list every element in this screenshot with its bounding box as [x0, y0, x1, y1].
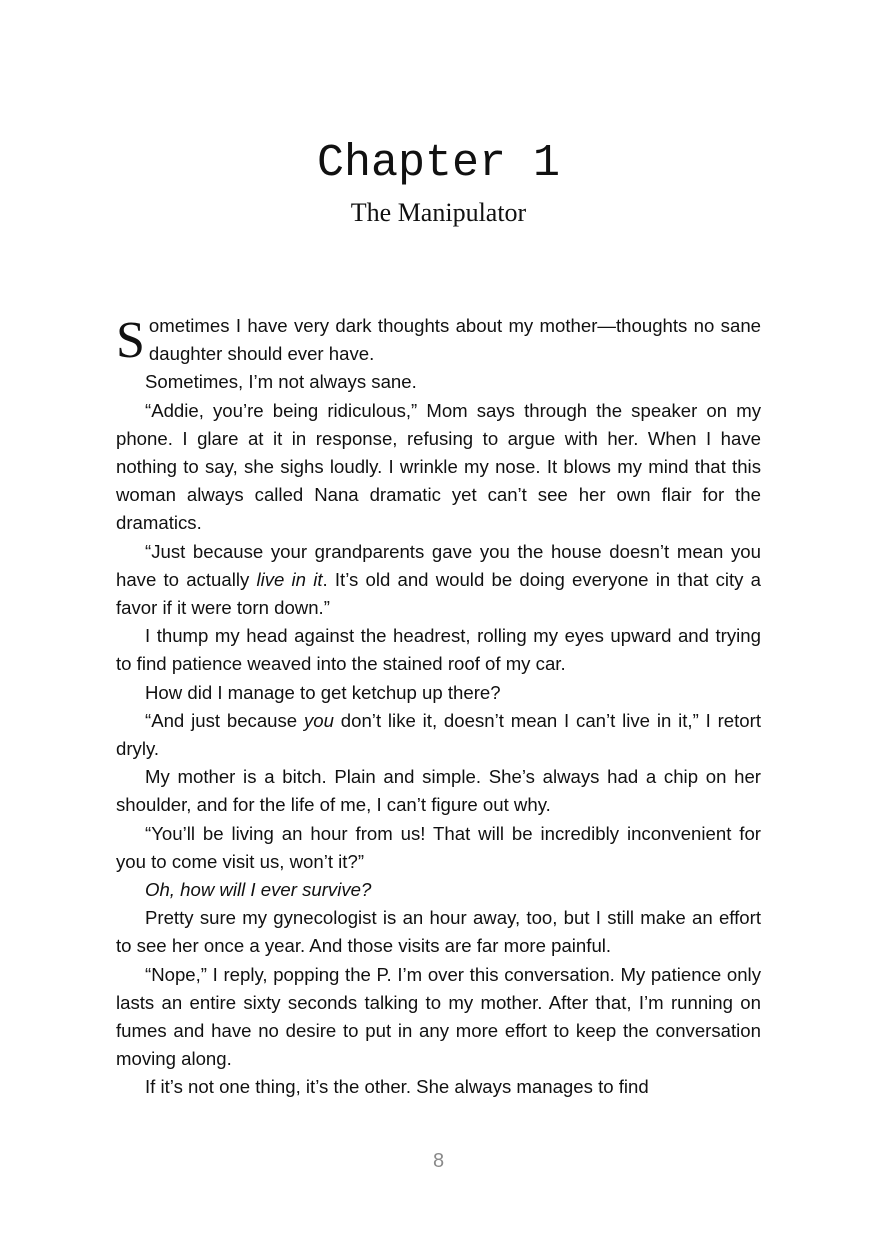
paragraph-2: Sometimes, I’m not always sane. — [145, 371, 417, 393]
drop-cap: S — [116, 312, 145, 369]
paragraph-6: How did I manage to get ketchup up there? — [145, 681, 501, 703]
paragraph-13: If it’s not one thing, it’s the other. She always manages to find — [145, 1076, 649, 1098]
paragraph-7 — [116, 707, 761, 763]
paragraph-8: My mother is a bitch. Plain and simple. She’s always had a chip on her shoulder, and for the life of me, I can’t figure out why. — [116, 766, 761, 816]
paragraph-5: I thump my head against the headrest, rolling my eyes upward and trying to find patience weaved into the stained roof of my car. — [116, 625, 761, 675]
paragraph-4-text-a: “Just because your grandparents gave you the house doesn’t mean you have to actually — [116, 540, 761, 590]
paragraph-1-text: ometimes I have very dark thoughts about my mother—thoughts no sane daughter should ever have. — [148, 315, 761, 365]
paragraph-3: “Addie, you’re being ridiculous,” Mom says through the speaker on my phone. I glare at it in response, refusing to argue with her. When I have nothing to say, she sighs loudly. I wrinkle my nose. It blows my mind that this woman always called Nana dramatic yet can’t see her own flair for the dramatics. — [116, 399, 761, 534]
paragraph-7-text-c: don’t like it, doesn’t mean I can’t live in it,” I retort dryly. — [116, 709, 761, 760]
paragraph-1 — [116, 312, 761, 368]
paragraph-7-emphasis: you — [303, 709, 334, 731]
chapter-body — [116, 312, 761, 1102]
paragraph-10: Oh, how will I ever survive? — [145, 879, 372, 901]
paragraph-7-text-a: “And just because — [145, 709, 304, 731]
paragraph-4-text-c: . It’s old and would be doing everyone in that city a favor if it were torn down.” — [116, 568, 762, 619]
paragraph-9: “You’ll be living an hour from us! That will be incredibly inconvenient for you to come visit us, won’t it?” — [116, 822, 761, 872]
page-number: 8 — [432, 1150, 445, 1172]
paragraph-4-emphasis: live in it — [256, 568, 323, 590]
paragraph-11: Pretty sure my gynecologist is an hour away, too, but I still make an effort to see her once a year. And those visits are far more painful. — [116, 907, 761, 957]
chapter-subtitle: The Manipulator — [350, 198, 527, 227]
paragraph-4 — [116, 538, 761, 623]
paragraph-12: “Nope,” I reply, popping the P. I’m over this conversation. My patience only lasts an entire sixty seconds talking to my mother. After that, I’m running on fumes and have no desire to put in any more effort to keep the conversation moving along. — [116, 963, 761, 1070]
chapter-title: Chapter 1 — [316, 138, 561, 189]
